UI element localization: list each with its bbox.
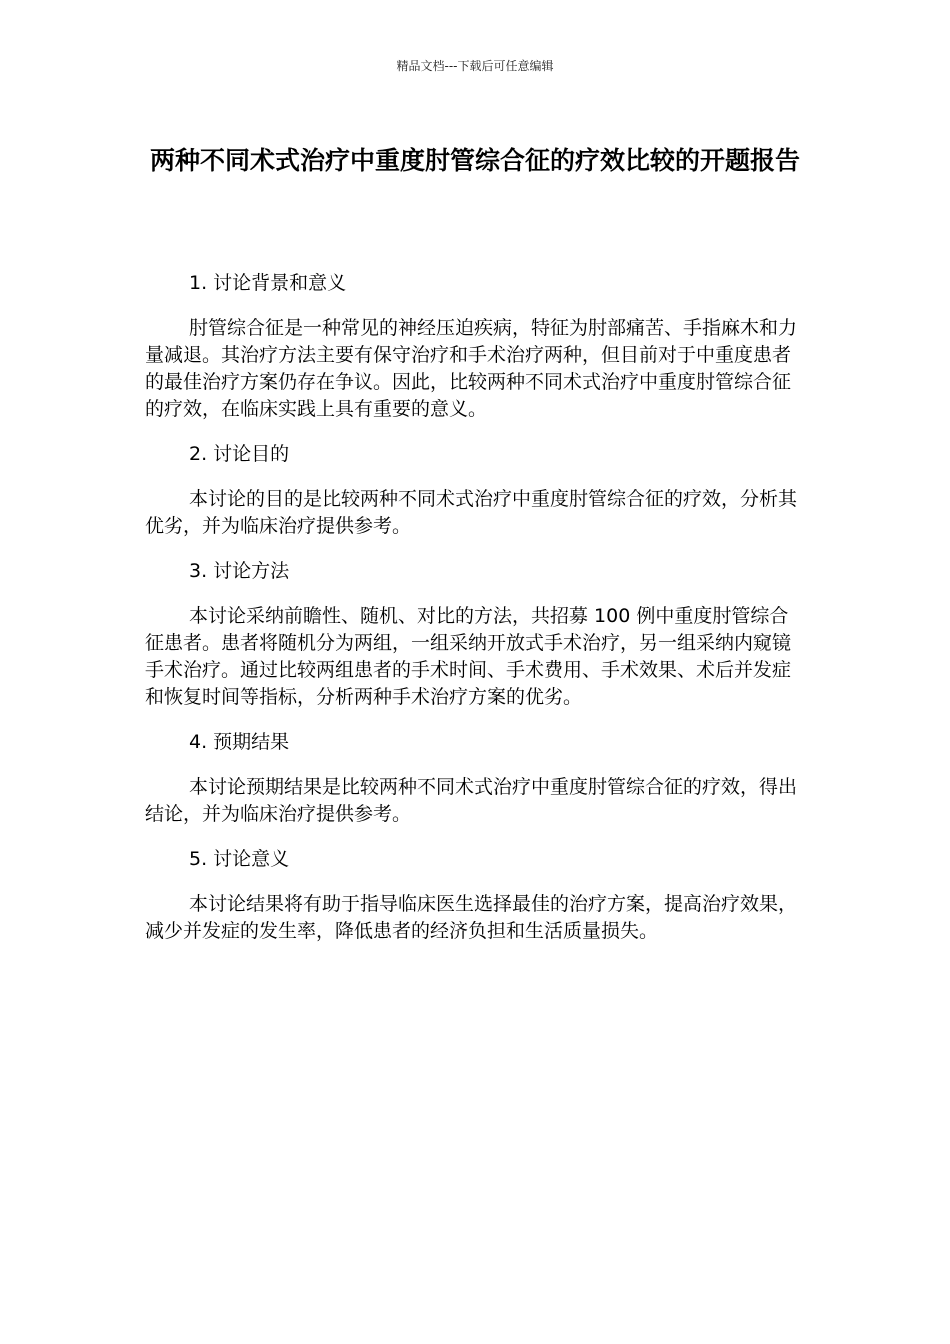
- section-purpose: [145, 441, 800, 540]
- section-paragraph: 本讨论结果将有助于指导临床医生选择最佳的治疗方案，提高治疗效果，减少并发症的发生率，降低患者的经济负担和生活质量损失。: [145, 893, 798, 942]
- section-heading: 5. 讨论意义: [189, 848, 290, 870]
- section-significance: [145, 846, 800, 945]
- section-method: [145, 558, 800, 711]
- section-heading: 2. 讨论目的: [189, 443, 290, 465]
- header-note: 精品文档---下载后可任意编辑: [396, 59, 554, 73]
- section-paragraph: 本讨论采纳前瞻性、随机、对比的方法，共招募 100 例中重度肘管综合征患者。患者将随机分为两组，一组采纳开放式手术治疗，另一组采纳内窥镜手术治疗。通过比较两组患者的手术时间、手术费用、手术效果、术后并发症和恢复时间等指标，分析两种手术治疗方案的优劣。: [145, 605, 792, 708]
- section-heading: 3. 讨论方法: [189, 560, 290, 582]
- section-heading: 1. 讨论背景和意义: [189, 272, 347, 294]
- section-paragraph: 本讨论的目的是比较两种不同术式治疗中重度肘管综合征的疗效，分析其优劣，并为临床治疗提供参考。: [145, 488, 798, 537]
- section-paragraph: 本讨论预期结果是比较两种不同术式治疗中重度肘管综合征的疗效，得出结论，并为临床治疗提供参考。: [145, 776, 798, 825]
- section-background: [145, 270, 800, 423]
- document-title: 两种不同术式治疗中重度肘管综合征的疗效比较的开题报告: [149, 146, 800, 175]
- document-body: [145, 270, 800, 963]
- section-expected-results: [145, 729, 800, 828]
- section-heading: 4. 预期结果: [189, 731, 290, 753]
- section-paragraph: 肘管综合征是一种常见的神经压迫疾病，特征为肘部痛苦、手指麻木和力量减退。其治疗方法主要有保守治疗和手术治疗两种，但目前对于中重度患者的最佳治疗方案仍存在争议。因此，比较两种不同术式治疗中重度肘管综合征的疗效，在临床实践上具有重要的意义。: [145, 317, 798, 420]
